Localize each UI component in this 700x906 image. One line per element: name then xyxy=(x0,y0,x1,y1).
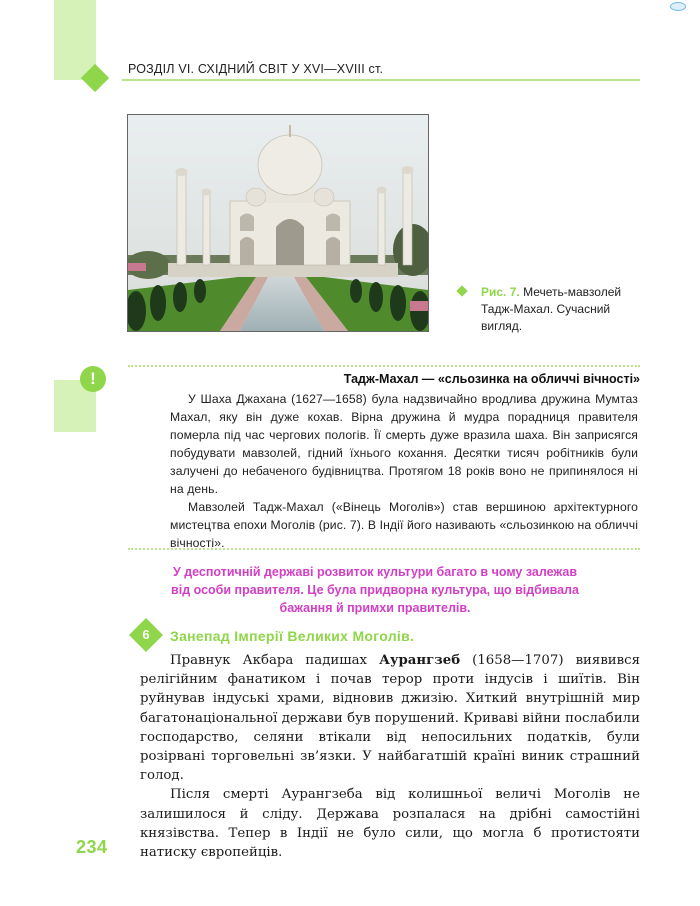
figure-label: Рис. 7. xyxy=(481,285,520,299)
publisher-logo-icon xyxy=(670,2,686,11)
taj-mahal-photo xyxy=(127,114,429,332)
body-text-lead: Правнук Акбара падишах xyxy=(170,653,380,668)
key-statement: У деспотичній державі розвиток культури багато в чому залежав від особи правителя. Це була придворна культура, що відбивала бажання й примхи правителів. xyxy=(171,565,579,615)
body-text-rest: (1658—1707) виявився релігійним фанатиком і почав терор проти індусів і шиїтів. Він руйнував індуські храми, відновив джизію. Хиткий внутрішній мир багатонаціональної держави був порушений. Криваві війни послабили господарство, селяни втікали від непосильних податків, були розірвані торговельні зв’язки. У найбагатшій країні виник страшний голод. xyxy=(140,653,640,784)
info-box-bottom-border xyxy=(128,548,640,550)
info-box-top-border xyxy=(128,365,640,367)
info-box-title: Тадж-Махал — «сльозинка на обличчі вічності» xyxy=(343,372,640,386)
section-number: 6 xyxy=(142,627,150,642)
body-paragraph: Після смерті Аурангзеба від колишньої величі Моголів не залишилося й сліду. Держава розпалася на дрібні самостійні князівства. Тепер в Індії не було сили, що могла б протистояти натиску європейців. xyxy=(140,787,640,861)
page-number: 234 xyxy=(76,837,108,857)
section-body xyxy=(140,651,640,862)
figure-caption xyxy=(481,284,651,335)
chapter-header: РОЗДІЛ VI. СХІДНИЙ СВІТ У XVI—XVIII ст. xyxy=(128,62,384,76)
info-box-paragraph: Мавзолей Тадж-Махал («Вінець Моголів») став вершиною архітектурного мистецтва епохи Моголів (рис. 7). В Індії його називають «сльозинкою на обличчі вічності». xyxy=(170,500,638,550)
body-paragraph xyxy=(140,651,640,785)
header-rule xyxy=(122,79,640,81)
section-title: Занепад Імперії Великих Моголів. xyxy=(170,628,415,644)
caption-bullet-icon xyxy=(456,285,467,296)
body-text-bold-name: Аурангзеб xyxy=(379,653,461,668)
info-box-text xyxy=(170,390,638,552)
figure-caption-text: Мечеть-мавзолей Тадж-Махал. Сучасний вигляд. xyxy=(481,285,622,333)
info-box-paragraph: У Шаха Джахана (1627—1658) була надзвичайно вродлива дружина Мумтаз Махал, яку він дуже кохав. Вірна дружина й мудра порадниця правителя померла під час чергових пологів. Її смерть дуже вразила шаха. Він заприсягся побудувати мавзолей, гідний їхнього кохання. Десятки тисяч робітників були залучені до небаченого будівництва. Протягом 18 років воно не припинялося ні на день. xyxy=(170,392,638,496)
exclamation-icon: ! xyxy=(80,366,106,392)
